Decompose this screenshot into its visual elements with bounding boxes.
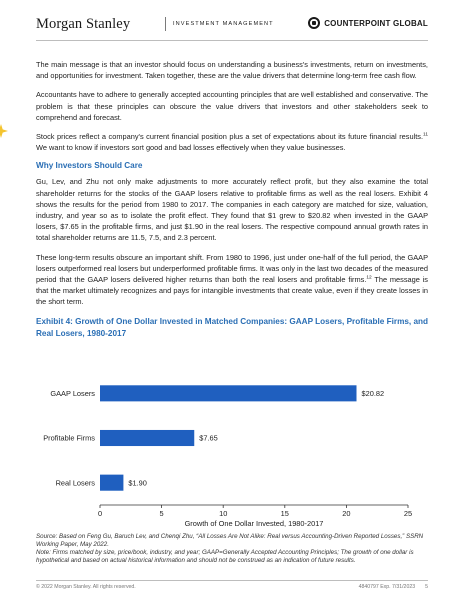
category-label: GAAP Losers bbox=[50, 388, 95, 398]
category-label: Profitable Firms bbox=[43, 433, 95, 443]
footnote-ref-12[interactable]: 12 bbox=[366, 275, 372, 281]
chart-note: Note: Firms matched by size, price/book, industry, and year; GAAP=Generally Accepted Accounting Principles; The growth of one dollar is hypothetical and based on actual historical information and should not be construed as an indication of future results. bbox=[36, 549, 414, 564]
x-tick-label: 15 bbox=[280, 509, 289, 518]
source-notes bbox=[36, 533, 428, 565]
paragraph-4: Gu, Lev, and Zhu not only make adjustments to more accurately reflect profit, but they also examine the total shareholder returns for the stocks of the GAAP losers relative to profitable firms as well as the real losers. Exhibit 4 shows the results for the period from 1980 to 2017. The companies in each category are matched for size, valuation, industry, and year so as to isolate the profit effect. They found that $1 grew to $20.82 when invested in the GAAP losers, $7.65 in the profitable firms, and just $1.90 in the real losers. The respective compound annual growth rates in total shareholder returns are 11.5, 7.5, and 2.3 percent. bbox=[36, 177, 428, 243]
counterpoint-mark-icon bbox=[308, 17, 320, 29]
paragraph-5 bbox=[36, 252, 428, 308]
footer-right bbox=[359, 584, 428, 590]
exhibit-4-chart bbox=[36, 365, 428, 533]
data-label: $7.65 bbox=[199, 433, 218, 443]
morgan-stanley-logo: Morgan Stanley bbox=[36, 16, 131, 32]
category-label: Real Losers bbox=[55, 478, 95, 488]
footnote-ref-11[interactable]: 11 bbox=[423, 132, 428, 138]
x-tick-label: 20 bbox=[342, 509, 351, 518]
source-citation: Source: Based on Feng Gu, Baruch Lev, and Chenqi Zhu, “All Losses Are Not Alike: Real versus Accounting-Driven Reported Losses,” SSRN Working Paper, May 2022. bbox=[36, 533, 424, 548]
document-code: 4840797 Exp. 7/31/2023 bbox=[358, 584, 416, 590]
paragraph-5-text-cont: The message is that the market ultimately recognizes and pays for intangible investments that create value, even if they create losses in the short term. bbox=[36, 275, 429, 307]
header-rule bbox=[36, 40, 428, 41]
paragraph-3-text-cont: We want to know if investors sort good and bad losses effectively when they value businesses. bbox=[36, 143, 346, 153]
copyright: © 2022 Morgan Stanley. All rights reserved. bbox=[36, 584, 136, 590]
header-divider bbox=[165, 17, 166, 31]
star-icon bbox=[0, 124, 8, 138]
paragraph-5-text: These long-term results obscure an important shift. From 1980 to 1996, just under one-half of the full period, the GAAP losers outperformed real losers but underperformed profitable firms. It was only in the last two decades of the measured period that the GAAP losers delivered higher returns than both the real losers and profitable firms. bbox=[36, 252, 428, 285]
bar-profitable-firms bbox=[100, 430, 194, 446]
paragraph-1: The main message is that an investor should focus on understanding a business's investments, return on investments, and opportunities for investment. Taken together, these are the value drivers that determine long-term free cash flow. bbox=[36, 60, 428, 81]
x-tick-label: 10 bbox=[219, 509, 228, 518]
division-label: INVESTMENT MANAGEMENT bbox=[173, 21, 274, 27]
data-label: $20.82 bbox=[361, 388, 385, 398]
x-tick-label: 25 bbox=[403, 509, 413, 518]
bar-real-losers bbox=[100, 475, 123, 491]
paragraph-2: Accountants have to adhere to generally accepted accounting principles that are well established and conservative. The problem is that these principles can obscure the value drivers that investors and other stakeholders seek to comprehend and forecast. bbox=[36, 90, 428, 122]
data-label: $1.90 bbox=[128, 478, 147, 488]
x-axis-title: Growth of One Dollar Invested, 1980-2017 bbox=[184, 519, 324, 528]
section-heading: Why Investors Should Care bbox=[36, 161, 143, 171]
footer-rule bbox=[36, 580, 428, 581]
x-tick-label: 0 bbox=[97, 509, 103, 518]
page-number: 5 bbox=[425, 584, 428, 590]
paragraph-3 bbox=[36, 131, 428, 153]
bar-gaap-losers bbox=[100, 385, 357, 401]
paragraph-3-text: Stock prices reflect a company's current financial position plus a set of expectations about its future financial results. bbox=[36, 132, 424, 142]
counterpoint-label: COUNTERPOINT GLOBAL bbox=[324, 18, 428, 28]
page-header bbox=[36, 14, 428, 36]
exhibit-title: Exhibit 4: Growth of One Dollar Invested in Matched Companies: GAAP Losers, Profitable Firms, and Real Losers, 1980-2017 bbox=[36, 316, 429, 338]
counterpoint-global-logo bbox=[308, 17, 428, 29]
bar-chart-svg bbox=[36, 365, 428, 533]
main-content bbox=[36, 59, 428, 340]
x-tick-label: 5 bbox=[159, 509, 164, 518]
